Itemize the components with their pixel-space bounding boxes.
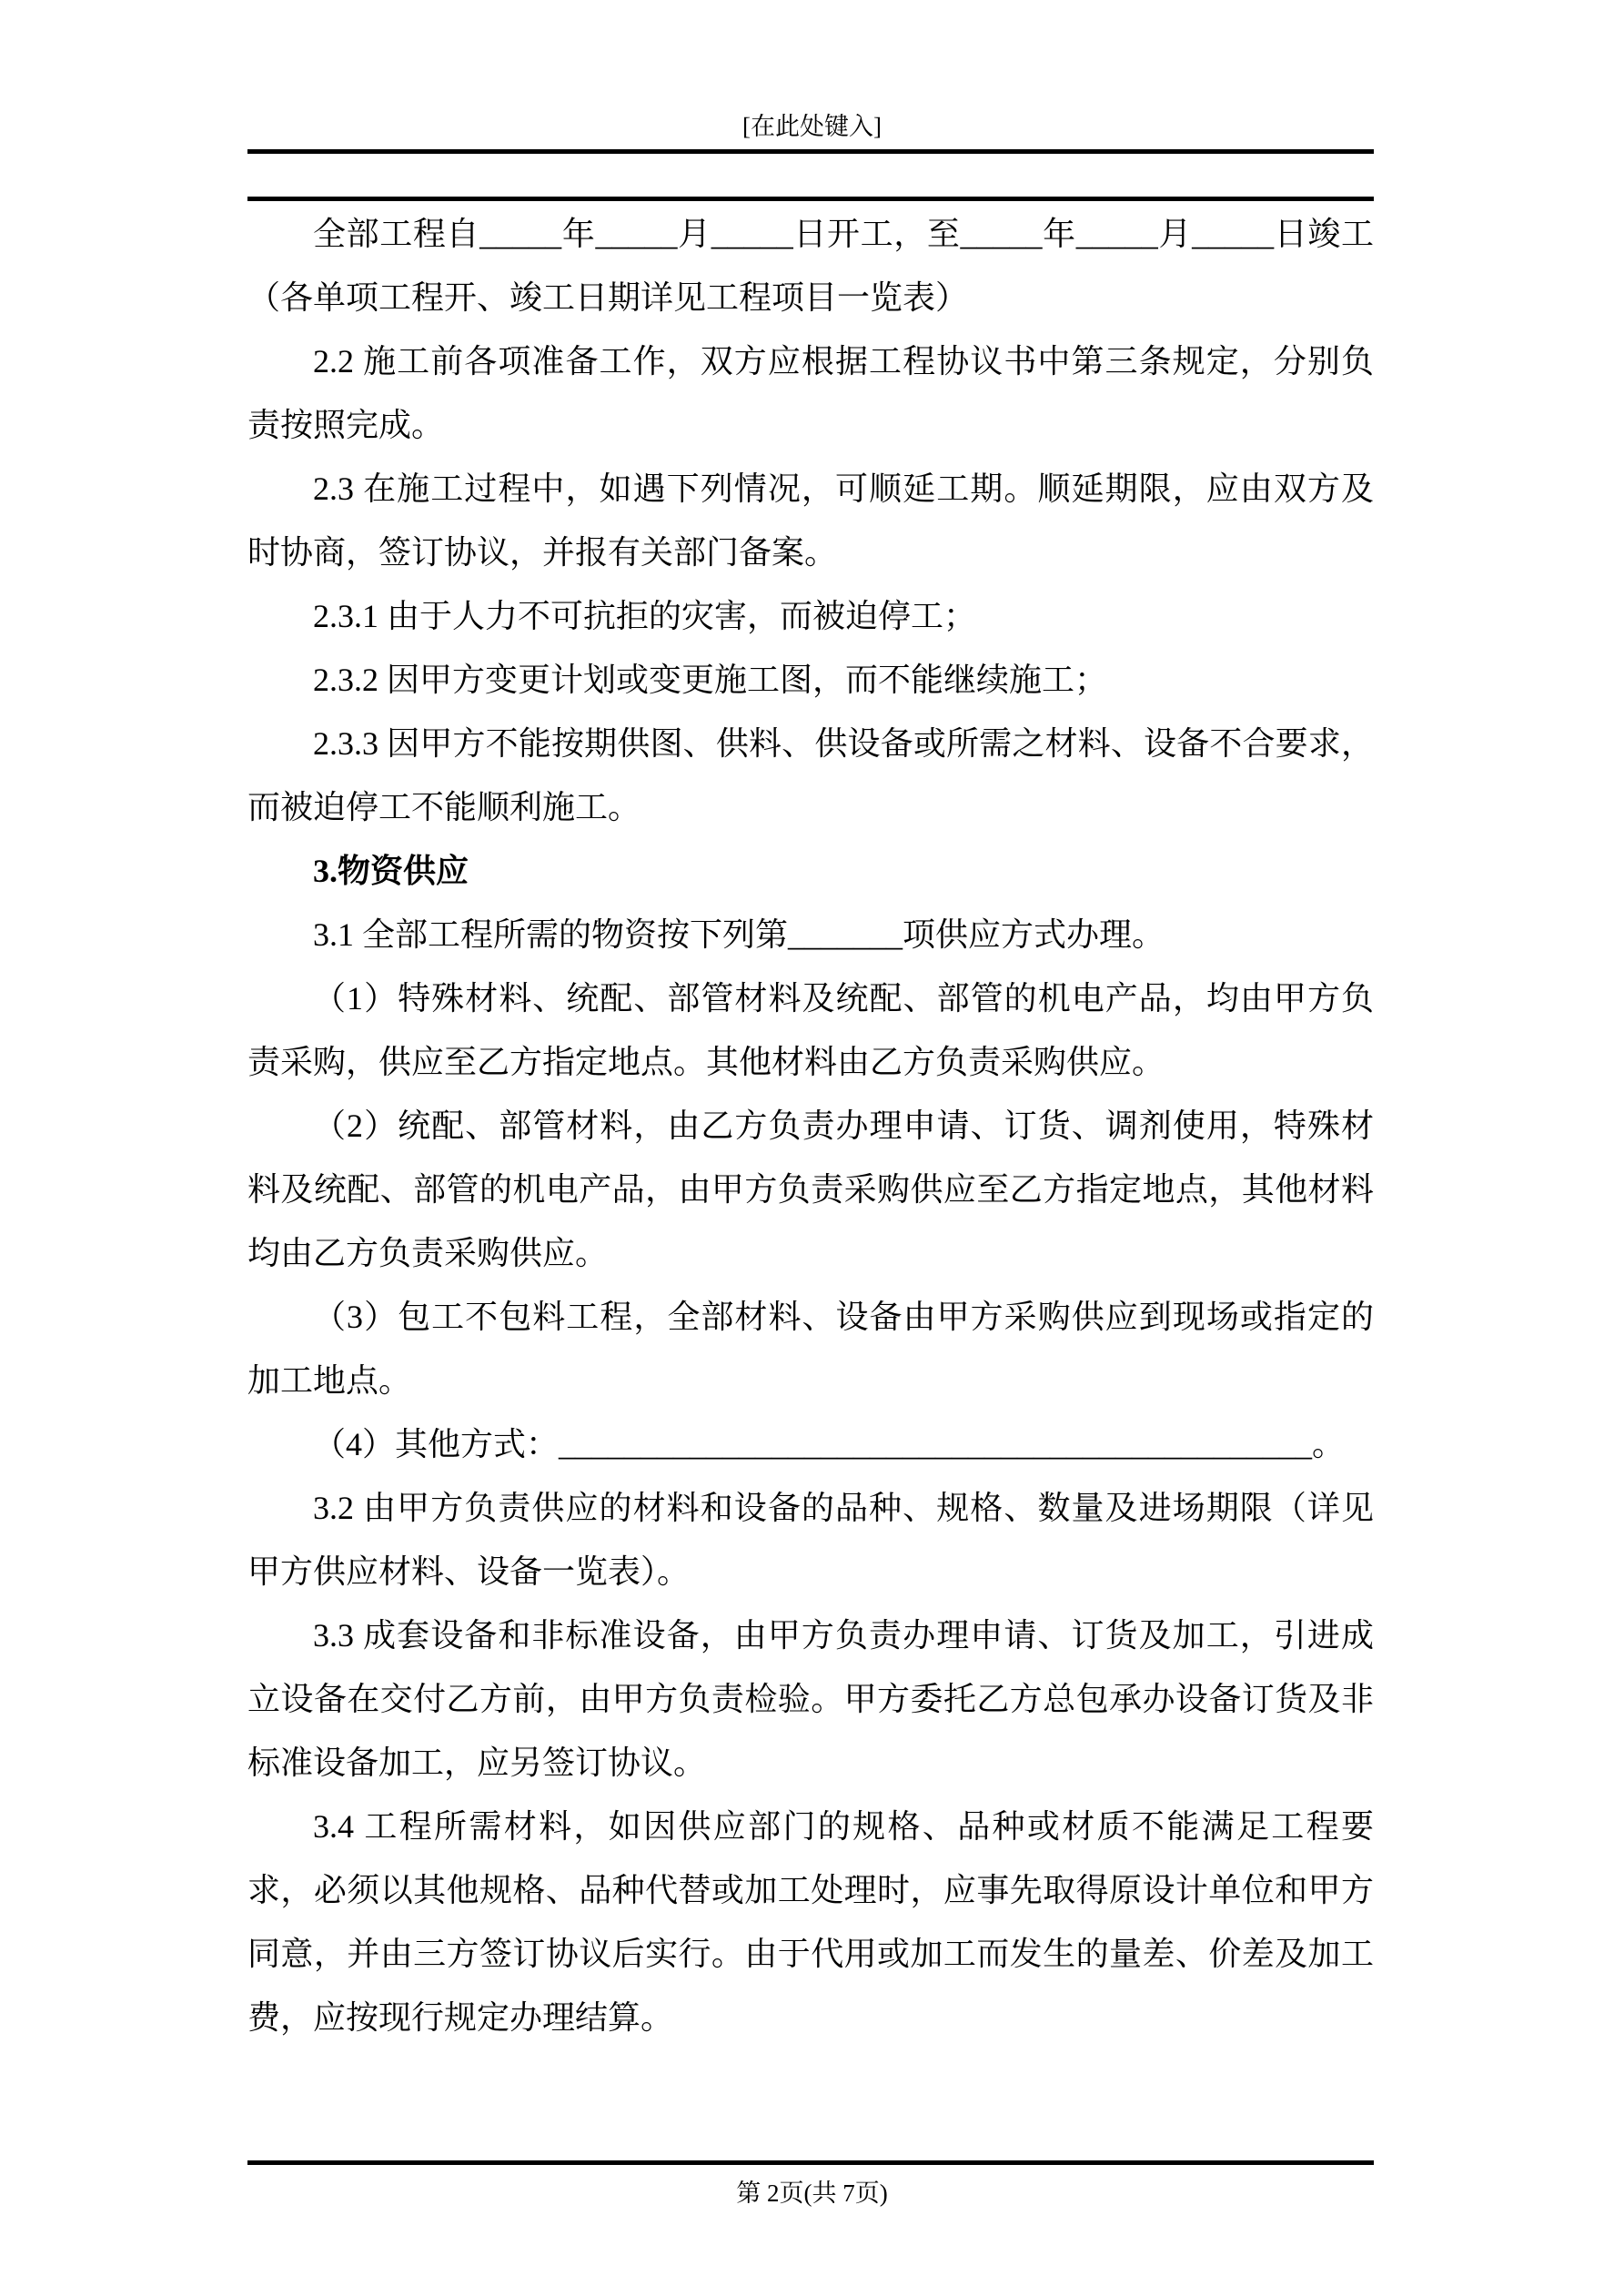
paragraph: （3）包工不包料工程，全部材料、设备由甲方采购供应到现场或指定的加工地点。 (247, 1299, 1374, 1399)
header-rule (247, 149, 1374, 154)
paragraph: 3.1 全部工程所需的物资按下列第_______项供应方式办理。 (313, 916, 1165, 953)
paragraph: 3.3 成套设备和非标准设备，由甲方负责办理申请、订货及加工，引进成立设备在交付乙方前，由甲方负责检验。甲方委托乙方总包承办设备订货及非标准设备加工，应另签订协议。 (247, 1617, 1374, 1781)
footer-rule (247, 2160, 1374, 2165)
section-heading: 3.物资供应 (313, 853, 469, 889)
paragraph: 全部工程自_____年_____月_____日开工，至_____年_____月_____日竣工（各单项工程开、竣工日期详见工程项目一览表） (247, 216, 1374, 316)
paragraph: （4）其他方式：______________________________________________。 (313, 1426, 1346, 1462)
paragraph: （2）统配、部管材料，由乙方负责办理申请、订货、调剂使用，特殊材料及统配、部管的机电产品，由甲方负责采购供应至乙方指定地点，其他材料均由乙方负责采购供应。 (247, 1108, 1374, 1271)
paragraph: 2.3 在施工过程中，如遇下列情况，可顺延工期。顺延期限，应由双方及时协商，签订协议，并报有关部门备案。 (247, 470, 1374, 571)
body-top-rule (247, 197, 1374, 201)
page-number-text: 第 2页(共 7页) (736, 2180, 888, 2207)
paragraph: 2.2 施工前各项准备工作，双方应根据工程协议书中第三条规定，分别负责按照完成。 (247, 343, 1374, 443)
paragraph: （1）特殊材料、统配、部管材料及统配、部管的机电产品，均由甲方负责采购，供应至乙方指定地点。其他材料由乙方负责采购供应。 (247, 980, 1374, 1080)
header-placeholder-text: [在此处键入] (742, 113, 882, 140)
paragraph: 3.2 由甲方负责供应的材料和设备的品种、规格、数量及进场期限（详见甲方供应材料、设备一览表）。 (247, 1490, 1374, 1590)
page-footer (0, 2175, 1624, 2211)
paragraph: 3.4 工程所需材料，如因供应部门的规格、品种或材质不能满足工程要求，必须以其他规格、品种代替或加工处理时，应事先取得原设计单位和甲方同意，并由三方签订协议后实行。由于代用或加工而发生的量差、价差及加工费，应按现行规定办理结算。 (247, 1808, 1374, 2036)
paragraph: 2.3.2 因甲方变更计划或变更施工图，而不能继续施工； (313, 662, 1108, 698)
document-body (247, 202, 1374, 2049)
paragraph: 2.3.1 由于人力不可抗拒的灾害，而被迫停工； (313, 598, 977, 634)
page-header (0, 111, 1624, 142)
paragraph: 2.3.3 因甲方不能按期供图、供料、供设备或所需之材料、设备不合要求，而被迫停工不能顺利施工。 (247, 725, 1374, 825)
